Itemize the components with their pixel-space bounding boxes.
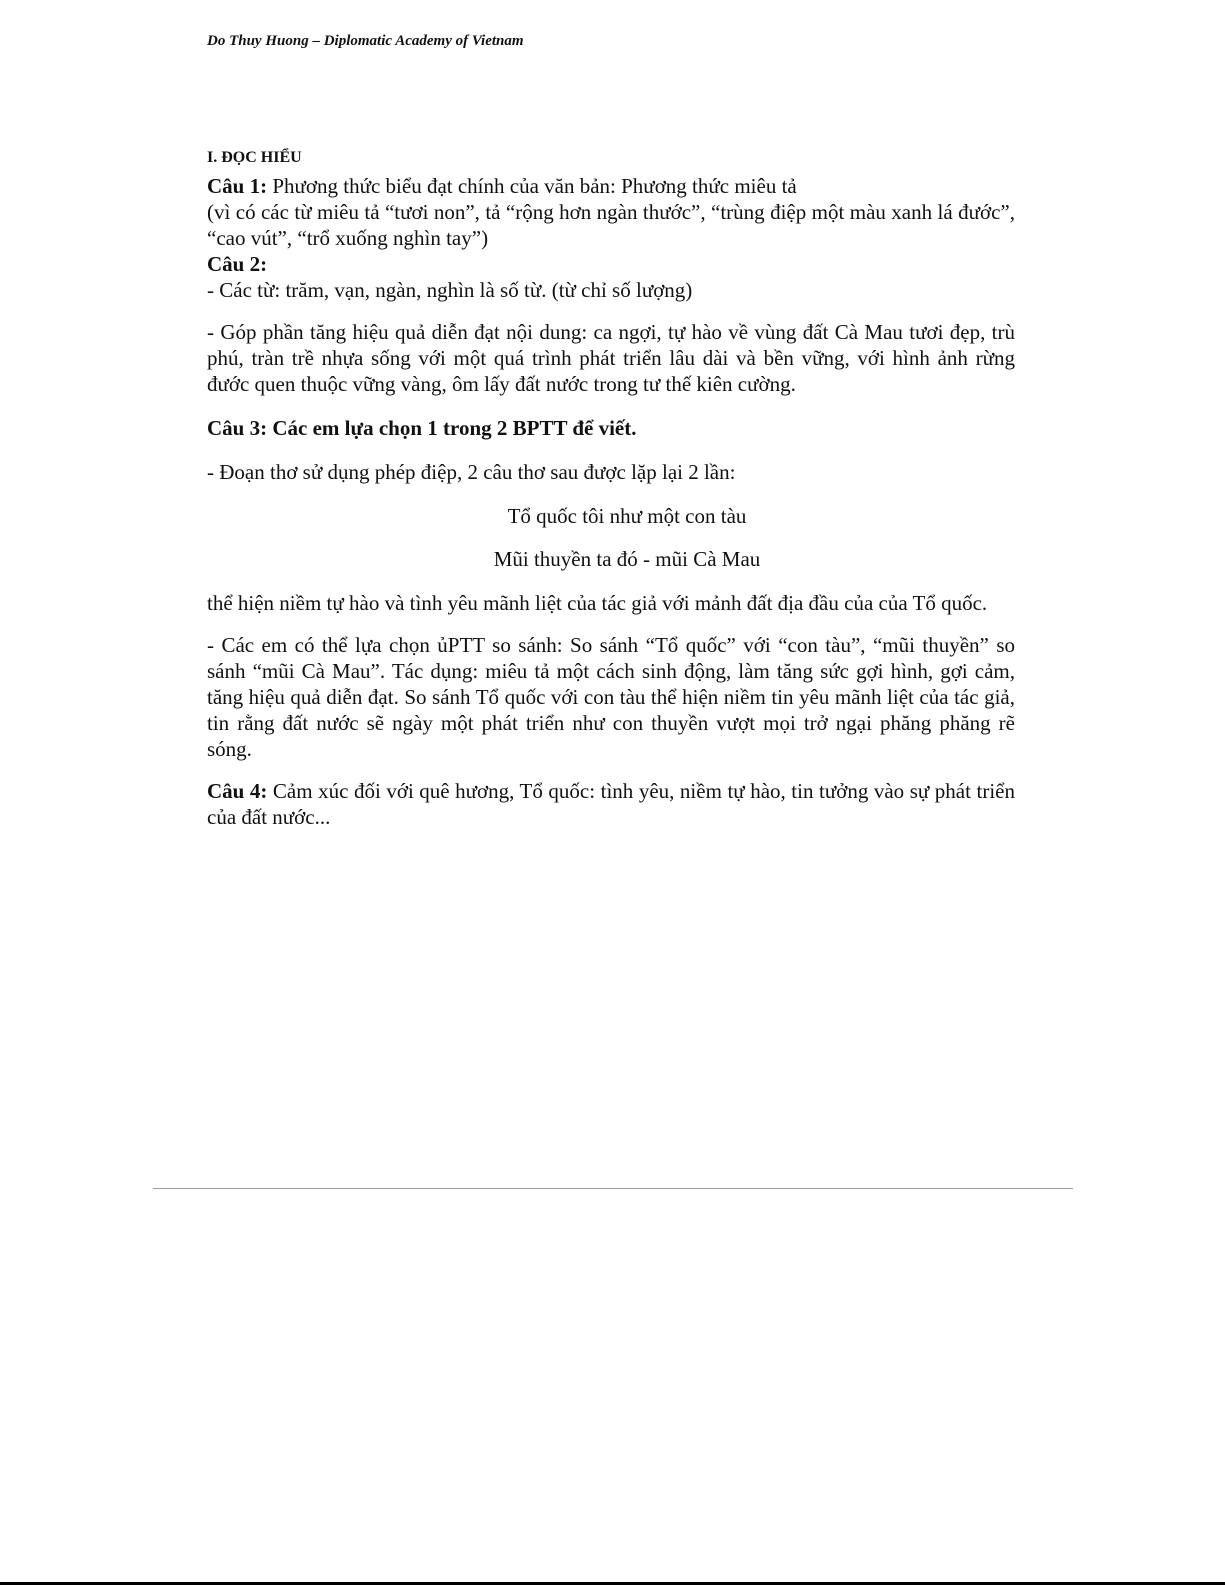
verse-line-2: Mũi thuyền ta đó - mũi Cà Mau <box>493 547 761 571</box>
question-1-answer <box>207 173 1015 199</box>
question-4-answer <box>207 778 1015 830</box>
question-2-label <box>207 251 1015 277</box>
running-header: Do Thuy Huong – Diplomatic Academy of Vietnam <box>207 33 524 49</box>
document-body <box>207 147 1015 830</box>
question-3-heading <box>207 415 1015 441</box>
question-3-heading-text: Câu 3: Các em lựa chọn 1 trong 2 BPTT để viết. <box>207 416 637 440</box>
question-3-repetition: - Đoạn thơ sử dụng phép điệp, 2 câu thơ sau được lặp lại 2 lần: <box>207 460 736 484</box>
question-3-comparison: - Các em có thể lựa chọn ủPTT so sánh: So sánh “Tổ quốc” với “con tàu”, “mũi thuyền” so sánh “mũi Cà Mau”. Tác dụng: miêu tả một cách sinh động, làm tăng sức gợi hình, gợi cảm, tăng hiệu quả diễn đạt. So sánh Tổ quốc với con tàu thể hiện niềm tin yêu mãnh liệt của tác giả, tin rằng đất nước sẽ ngày một phát triển như con thuyền vượt mọi trở ngại phăng phăng rẽ sóng. <box>207 633 1015 761</box>
question-3-repetition-effect: thể hiện niềm tự hào và tình yêu mãnh liệt của tác giả với mảnh đất địa đầu của của Tổ quốc. <box>207 591 988 615</box>
question-2-words: - Các từ: trăm, vạn, ngàn, nghìn là số từ. (từ chỉ số lượng) <box>207 278 693 302</box>
section-heading: I. ĐỌC HIỂU <box>207 149 302 166</box>
question-1-explanation: (vì có các từ miêu tả “tươi non”, tả “rộng hơn ngàn thước”, “trùng điệp một màu xanh lá đước”, “cao vút”, “trổ xuống nghìn tay”) <box>207 200 1015 250</box>
question-2-label-text: Câu 2: <box>207 252 268 276</box>
footer-divider <box>153 1188 1073 1189</box>
question-4-text: Cảm xúc đối với quê hương, Tổ quốc: tình yêu, niềm tự hào, tin tưởng vào sự phát triển của đất nước... <box>207 779 1015 829</box>
question-1-label: Câu 1: <box>207 174 268 198</box>
verse-line-1: Tổ quốc tôi như một con tàu <box>507 504 747 528</box>
question-4-label: Câu 4: <box>207 779 268 803</box>
question-2-effect: - Góp phần tăng hiệu quả diễn đạt nội dung: ca ngợi, tự hào về vùng đất Cà Mau tươi đẹp, trù phú, tràn trề nhựa sống với một quá trình phát triển lâu dài và bền vững, với hình ảnh rừng đước quen thuộc vững vàng, ôm lấy đất nước trong tư thế kiên cường. <box>207 320 1015 396</box>
question-1-text: Phương thức biểu đạt chính của văn bản: Phương thức miêu tả <box>267 174 797 198</box>
